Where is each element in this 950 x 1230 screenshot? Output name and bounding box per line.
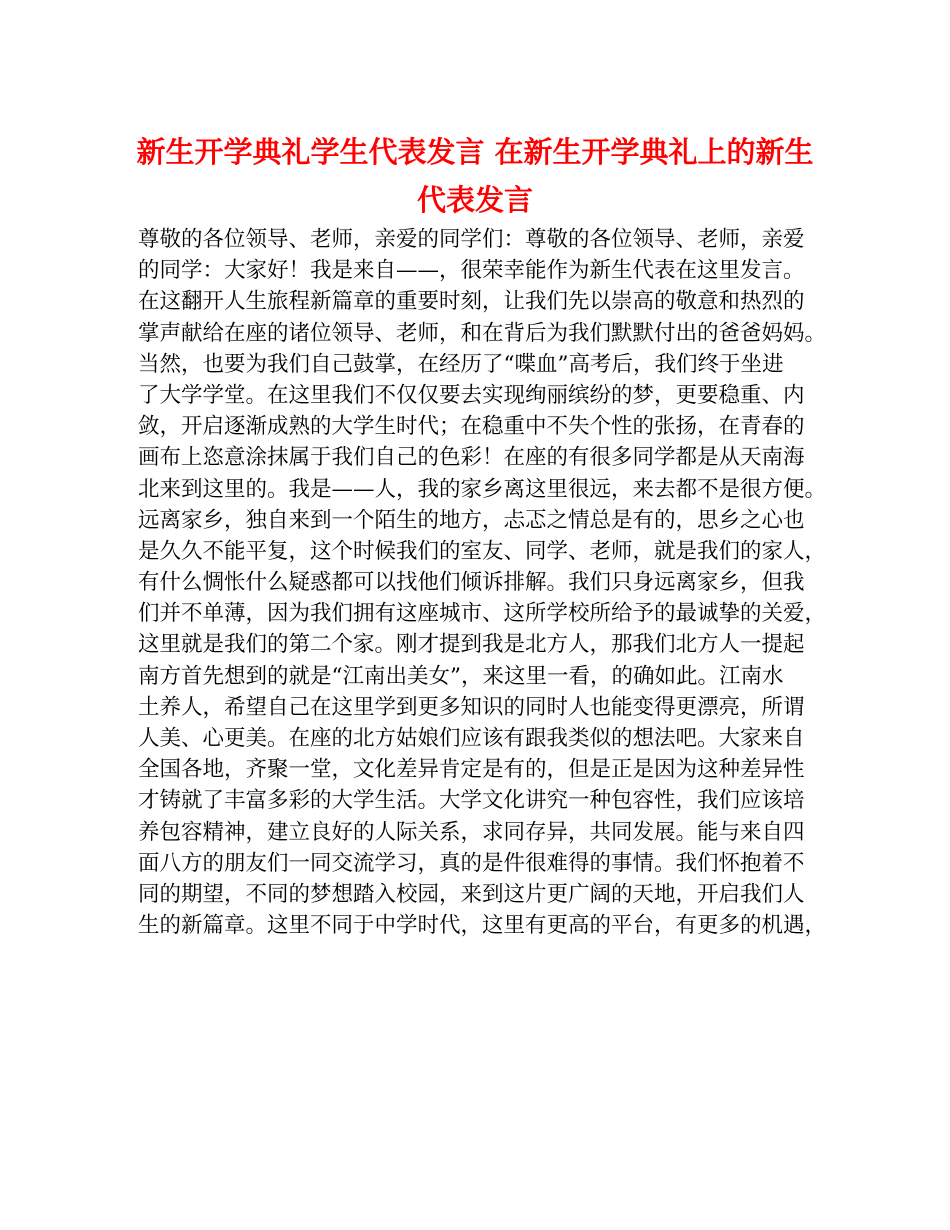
text-line: 人美、心更美。在座的北方姑娘们应该有跟我类似的想法吧。大家来自 [138,726,805,751]
text-line: 面八方的朋友们一同交流学习，真的是件很难得的事情。我们怀抱着不 [138,850,805,876]
text-line: 北来到这里的。我是——人，我的家乡离这里很远，来去都不是很方便。 [138,476,827,502]
text-line: 远离家乡，独自来到一个陌生的地方，忐忑之情总是有的，思乡之心也 [138,507,805,533]
text-line: 同的期望，不同的梦想踏入校园，来到这片更广阔的天地，开启我们人 [138,881,805,907]
text-line: 有什么惆怅什么疑惑都可以找他们倾诉排解。我们只身远离家乡，但我 [138,570,805,596]
title-line: 新生开学典礼学生代表发言 在新生开学典礼上的新生 [136,135,814,169]
text-line: 在这翻开人生旅程新篇章的重要时刻，让我们先以崇高的敬意和热烈的 [138,289,805,315]
document-title [120,128,830,224]
text-line: 敛，开启逐渐成熟的大学生时代；在稳重中不失个性的张扬，在青春的 [138,414,805,440]
body-paragraph [138,224,827,941]
text-line: 这里就是我们的第二个家。刚才提到我是北方人，那我们北方人一提起 [138,632,805,658]
text-line: 全国各地，齐聚一堂，文化差异肯定是有的，但是正是因为这种差异性 [138,757,805,783]
text-line: 画布上恣意涂抹属于我们自己的色彩！在座的有很多同学都是从天南海 [138,445,805,471]
text-line: 尊敬的各位领导、老师，亲爱的同学们：尊敬的各位领导、老师，亲爱 [138,227,805,252]
text-line: 当然，也要为我们自己鼓掌，在经历了“喋血”高考后，我们终于坐进 [138,351,784,377]
text-line: 才铸就了丰富多彩的大学生活。大学文化讲究一种包容性，我们应该培 [138,788,805,814]
text-line: 土养人，希望自己在这里学到更多知识的同时人也能变得更漂亮，所谓 [138,694,805,720]
text-line: 掌声献给在座的诸位领导、老师，和在背后为我们默默付出的爸爸妈妈。 [138,320,827,346]
text-line: 养包容精神，建立良好的人际关系，求同存异，共同发展。能与来自四 [138,819,805,845]
text-line: 是久久不能平复，这个时候我们的室友、同学、老师，就是我们的家人， [138,538,827,564]
text-line: 的同学：大家好！我是来自——，很荣幸能作为新生代表在这里发言。 [138,258,805,284]
text-line: 南方首先想到的就是“江南出美女”，来这里一看，的确如此。江南水 [138,663,784,689]
title-line: 代表发言 [416,183,533,217]
text-line: 生的新篇章。这里不同于中学时代，这里有更高的平台，有更多的机遇， [138,913,827,939]
text-line: 们并不单薄，因为我们拥有这座城市、这所学校所给予的最诚挚的关爱， [138,601,827,627]
text-line: 了大学学堂。在这里我们不仅仅要去实现绚丽缤纷的梦，更要稳重、内 [138,382,805,408]
